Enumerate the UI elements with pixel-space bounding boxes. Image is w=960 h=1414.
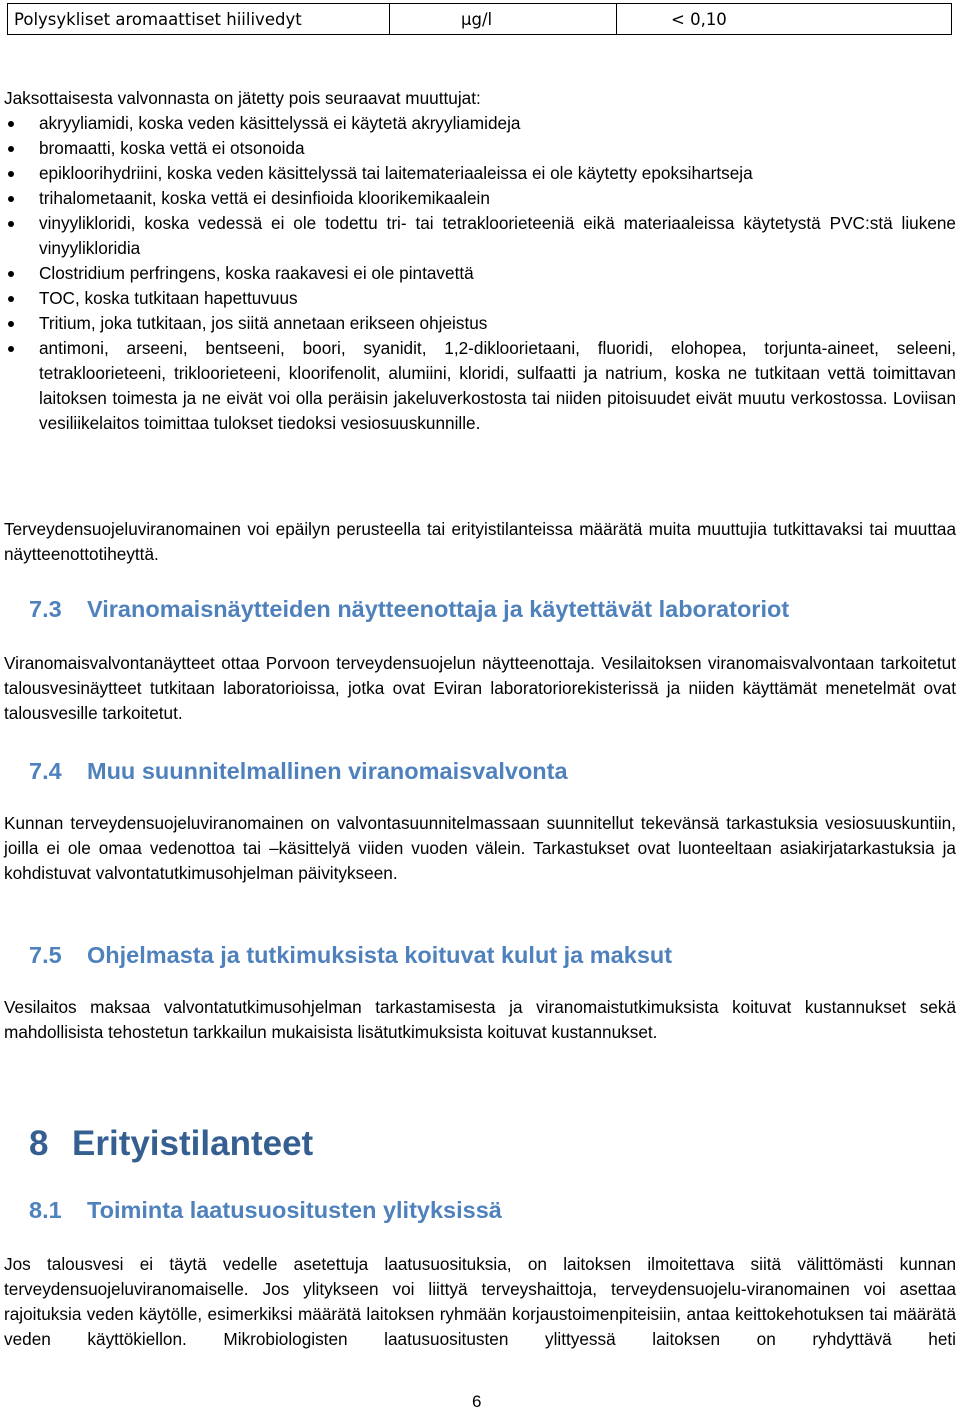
section-7-5-body: Vesilaitos maksaa valvontatutkimusohjelman tarkastamisesta ja viranomaistutkimuksista koituvat kustannukset sekä mahdollisista tehostetun tarkkailun mukaisista lisätutkimuksista koituvat kustannukset. — [4, 997, 956, 1042]
chapter-8-heading — [29, 1124, 313, 1164]
page-number: 6 — [472, 1392, 482, 1411]
bullet-icon — [8, 296, 14, 302]
bullet-icon — [8, 146, 14, 152]
table-row — [8, 4, 952, 35]
bullet-icon — [8, 321, 14, 327]
section-number: 7.3 — [29, 596, 62, 622]
section-title: Muu suunnitelmallinen viranomaisvalvonta — [87, 758, 568, 784]
section-title: Viranomaisnäytteiden näytteenottaja ja käytettävät laboratoriot — [87, 596, 790, 622]
list-item: vinyylikloridi, koska vedessä ei ole todettu tri- tai tetrakloorieteeniä eikä materiaaleissa käytetystä PVC:stä liukene vinyylikloridia — [4, 211, 956, 261]
parameter-table — [7, 3, 952, 35]
chapter-number: 8 — [29, 1124, 49, 1163]
bullet-icon — [8, 196, 14, 202]
bullet-icon — [8, 121, 14, 127]
section-number: 7.5 — [29, 942, 62, 968]
omitted-intro: Jaksottaisesta valvonnasta on jätetty pois seuraavat muuttujat: — [4, 88, 481, 108]
bullet-icon — [8, 271, 14, 277]
value-cell: < 0,10 — [617, 4, 952, 35]
section-7-4-body: Kunnan terveydensuojeluviranomainen on valvontasuunnitelmassaan suunnitellut tekevänsä tarkastuksia vesiosuuskuntiin, joilla ei ole omaa vedenottoa tai –käsittelyä viiden vuoden välein. Tarkastukset ovat luonteeltaan asiakirjatarkastuksia ja kohdistuvat valvontatutkimusohjelman päivitykseen. — [4, 813, 956, 883]
list-item: epikloorihydriini, koska veden käsittelyssä tai laitemateriaaleissa ei ole käytetty epoksihartseja — [4, 161, 956, 186]
section-7-5-heading — [29, 940, 672, 970]
section-number: 7.4 — [29, 758, 62, 784]
section-title: Ohjelmasta ja tutkimuksista koituvat kulut ja maksut — [87, 942, 673, 968]
list-item: antimoni, arseeni, bentseeni, boori, syanidit, 1,2-dikloorietaani, fluoridi, elohopea, torjunta-aineet, seleeni, tetrakloorieteeni, trikloorieteeni, kloorifenolit, alumiini, kloridi, sulfaatti ja natrium, koska ne tutkitaan vettä toimittavan laitoksen toimesta ja ne eivät voi olla peräisin jakeluverkostosta tai niiden pitoisuudet eivät muutu verkostossa. Loviisan vesiliikelaitos toimittaa tulokset tiedoksi vesiosuuskunnille. — [4, 336, 956, 436]
list-item: akryyliamidi, koska veden käsittelyssä ei käytetä akryyliamideja — [4, 111, 956, 136]
section-8-1-body: Jos talousvesi ei täytä vedelle asetettuja laatusuosituksia, on laitoksen ilmoitettava siitä välittömästi kunnan terveydensuojeluviranomaiselle. Jos ylitykseen voi liittyä terveyshaittoja, terveydensuojelu-viranomainen voi asettaa rajoituksia veden käytölle, esimerkiksi määrätä laitoksen ryhmään korjaustoimenpiteisiin, antaa keittokehotuksen tai määrätä veden käyttökiellon. Mikrobiologisten laatusuositusten ylittyessä laitoksen on ryhdyttävä heti — [4, 1254, 956, 1349]
unit-cell: µg/l — [390, 4, 617, 35]
section-7-4-heading — [29, 756, 568, 786]
section-8-1-heading — [29, 1195, 502, 1225]
list-item: Tritium, joka tutkitaan, jos siitä annetaan erikseen ohjeistus — [4, 311, 956, 336]
chapter-title: Erityistilanteet — [72, 1124, 314, 1163]
list-item: trihalometaanit, koska vettä ei desinfioida kloorikemikaalein — [4, 186, 956, 211]
list-item: Clostridium perfringens, koska raakavesi ei ole pintavettä — [4, 261, 956, 286]
section-number: 8.1 — [29, 1197, 62, 1223]
section-7-3-heading — [29, 594, 789, 624]
list-item: bromaatti, koska vettä ei otsonoida — [4, 136, 956, 161]
list-item: TOC, koska tutkitaan hapettuvuus — [4, 286, 956, 311]
authority-paragraph: Terveydensuojeluviranomainen voi epäilyn perusteella tai erityistilanteissa määrätä muita muuttujia tutkittavaksi tai muuttaa näytteenottotiheyttä. — [4, 519, 956, 564]
bullet-icon — [8, 221, 14, 227]
omitted-variables-section — [4, 86, 956, 436]
section-title: Toiminta laatusuositusten ylityksissä — [87, 1197, 502, 1223]
bullet-icon — [8, 171, 14, 177]
section-7-3-body: Viranomaisvalvontanäytteet ottaa Porvoon terveydensuojelun näytteenottaja. Vesilaitoksen viranomaisvalvontaan tarkoitetut talousvesinäytteet tutkitaan laboratorioissa, jotka ovat Eviran laboratoriorekisterissä ja niiden käyttämät menetelmät ovat talousvesille tarkoitetut. — [4, 653, 956, 723]
omitted-list — [4, 111, 956, 436]
parameter-cell: Polysykliset aromaattiset hiilivedyt — [8, 4, 390, 35]
bullet-icon — [8, 346, 14, 352]
